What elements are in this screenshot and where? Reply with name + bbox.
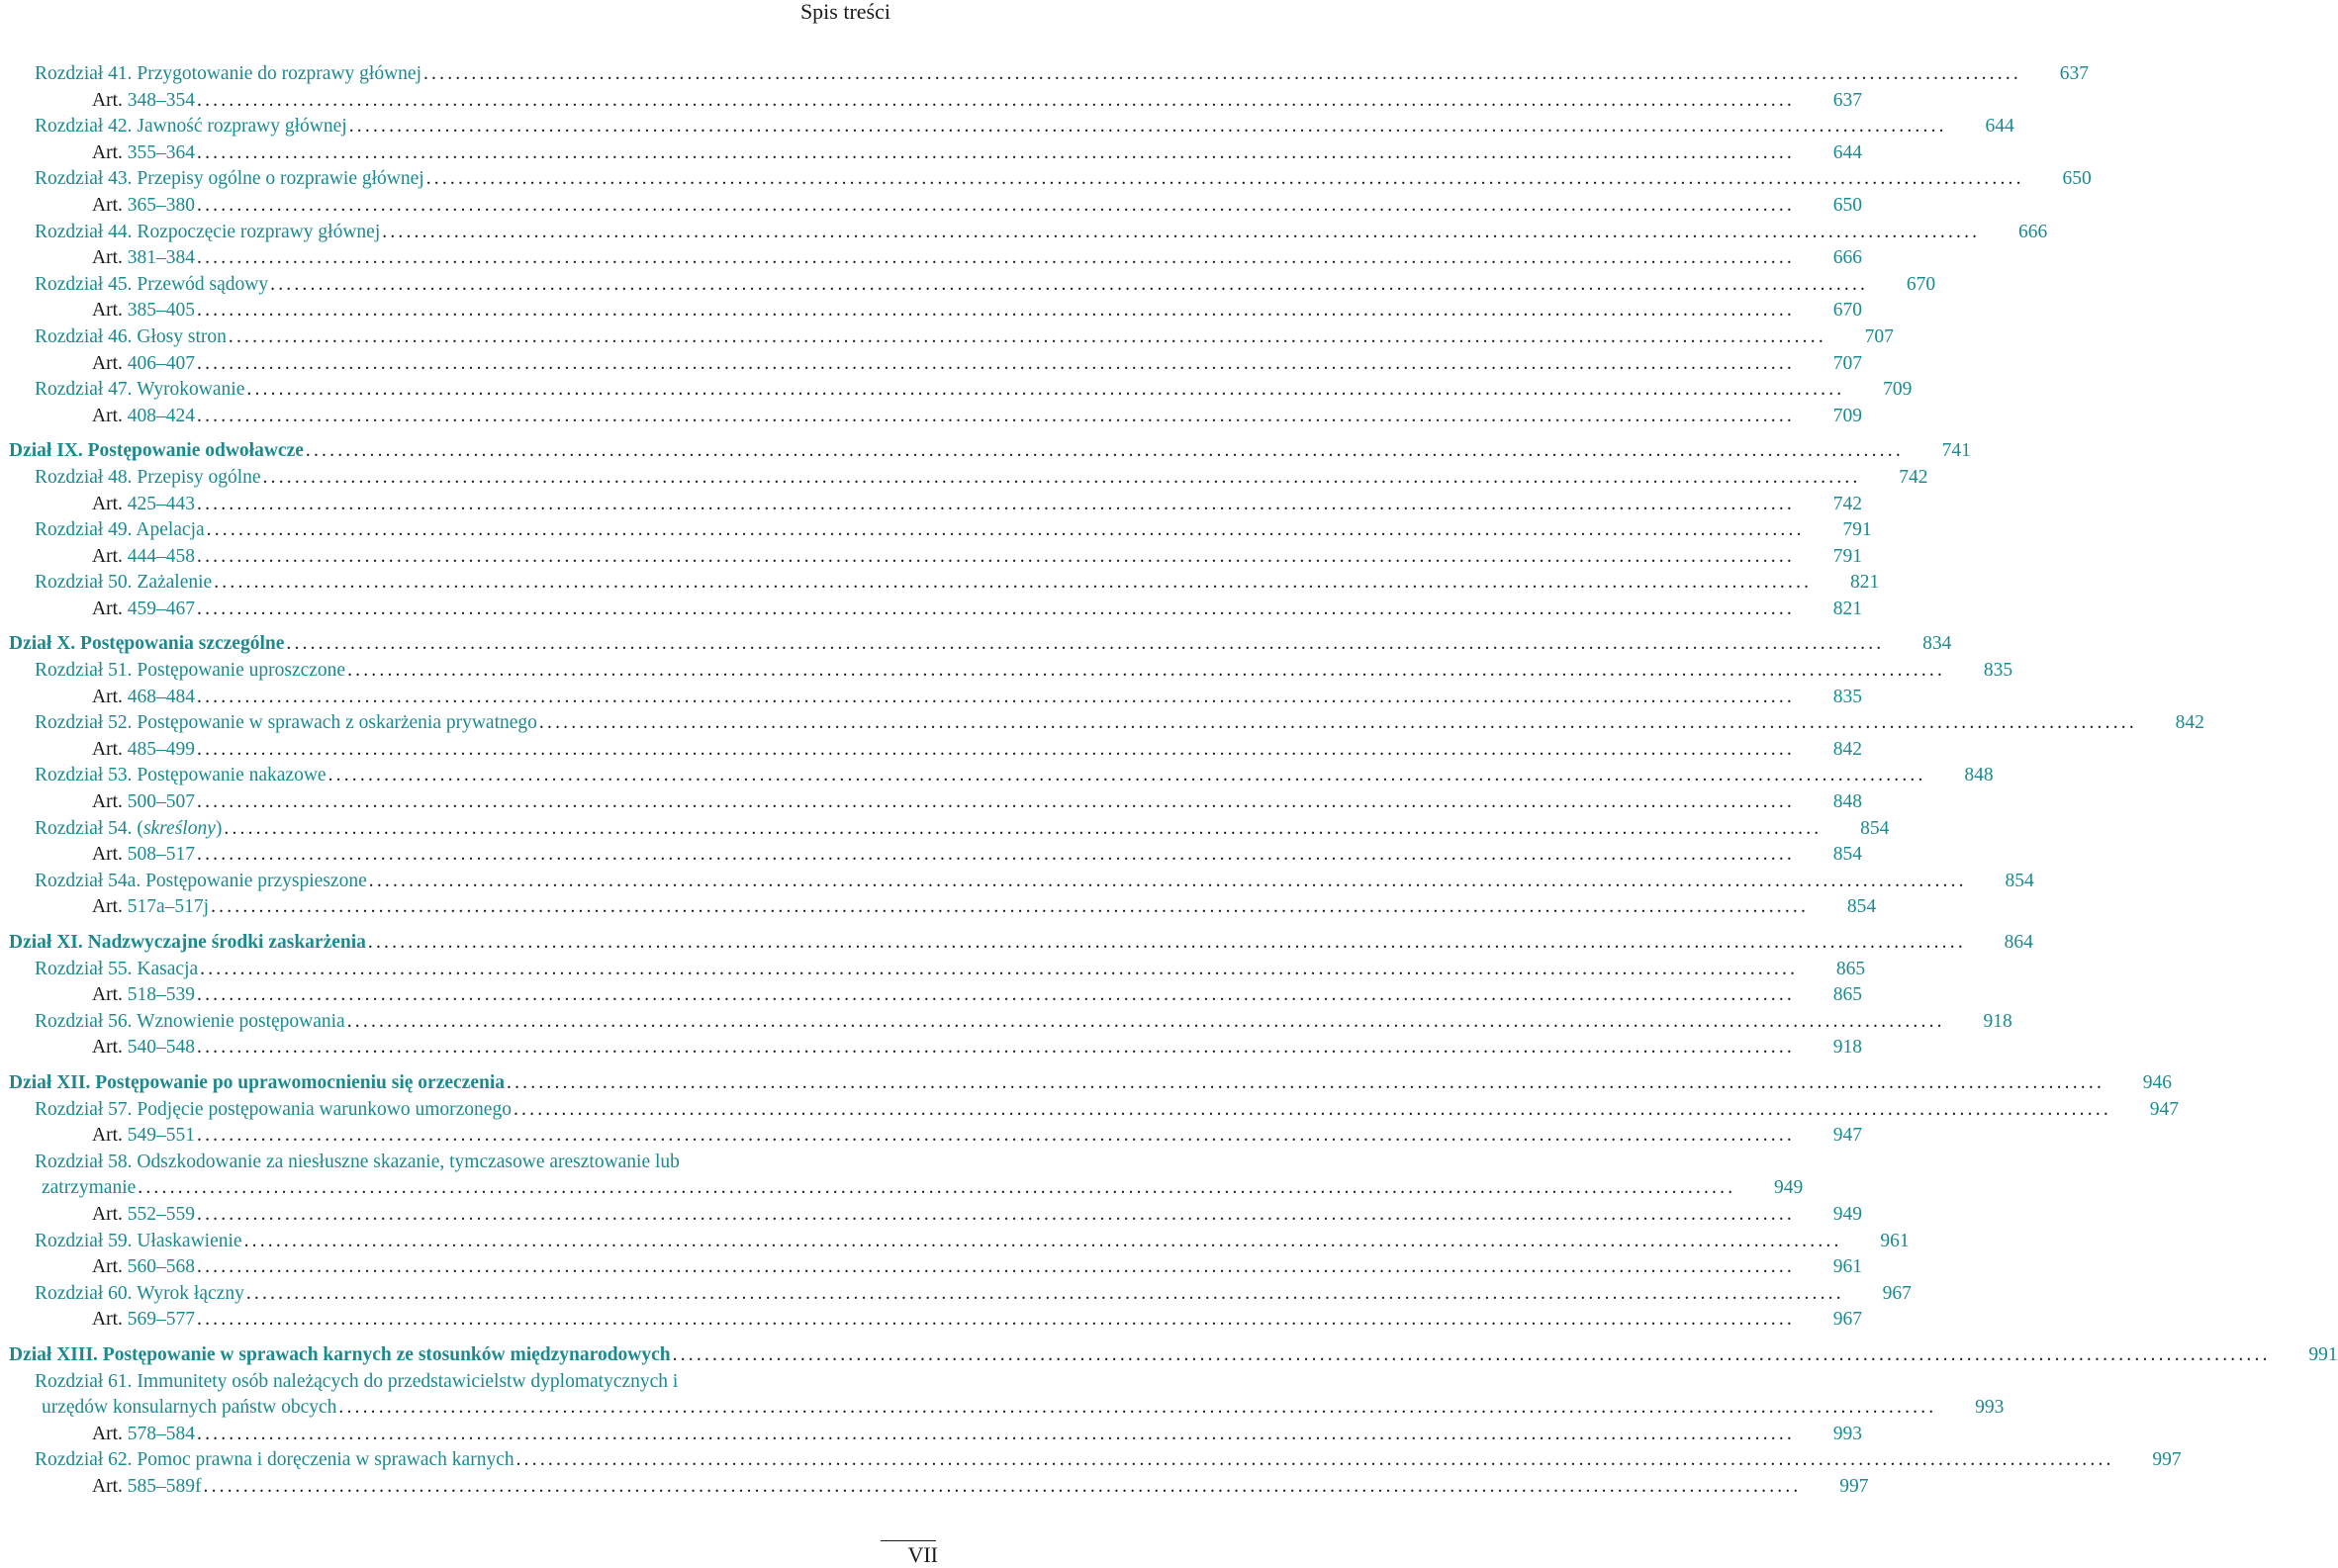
toc-article-prefix: Art.: [92, 300, 128, 322]
dot-leader: ........................................................................................................................................................................................................: [197, 545, 1795, 567]
toc-page-number: 707: [1864, 325, 1894, 347]
toc-article-range: 569–577: [127, 1309, 195, 1331]
toc-page-number: 993: [1975, 1397, 2005, 1419]
toc-entry-title: Rozdział 50. Zażalenie: [35, 572, 213, 594]
toc-entry-art[interactable]: [0, 544, 1862, 571]
toc-article-prefix: Art.: [92, 141, 128, 163]
toc-article-range: 540–548: [127, 1037, 195, 1059]
toc-page-number: 742: [1899, 466, 1928, 488]
toc-entry-art[interactable]: [0, 982, 1862, 1009]
toc-entry-art[interactable]: [0, 245, 1862, 272]
toc-article-label: [92, 737, 195, 764]
toc-entry-rozdzial[interactable]: [0, 517, 1872, 544]
toc-entry-rozdzial[interactable]: [0, 658, 2013, 685]
dot-leader: ........................................................................................................................................................................................................: [507, 1071, 2105, 1093]
page-header-title: Spis treści: [799, 0, 890, 24]
toc-article-prefix: Art.: [92, 545, 128, 567]
dot-leader: ........................................................................................................................................................................................................: [224, 817, 1823, 839]
toc-page-number: 707: [1832, 352, 1862, 374]
dot-leader: ........................................................................................................................................................................................................: [197, 1423, 1795, 1444]
dot-leader: ........................................................................................................................................................................................................: [327, 765, 1926, 786]
toc-entry-rozdzial[interactable]: [0, 377, 1913, 404]
toc-article-label: [92, 1254, 195, 1281]
toc-entry-title: Rozdział 45. Przewód sądowy: [35, 273, 269, 295]
dot-leader: ........................................................................................................................................................................................................: [246, 379, 1845, 401]
toc-article-label: [92, 298, 195, 324]
toc-page-number: 644: [1832, 141, 1862, 163]
dot-leader: ........................................................................................................................................................................................................: [245, 1282, 1844, 1304]
toc-page-number: 993: [1832, 1423, 1862, 1444]
dot-leader: ........................................................................................................................................................................................................: [197, 493, 1795, 514]
toc-page-number: 947: [1832, 1125, 1862, 1147]
dot-leader: ........................................................................................................................................................................................................: [538, 712, 2137, 734]
dot-leader: ........................................................................................................................................................................................................: [513, 1098, 2111, 1120]
toc-page-number: 967: [1832, 1309, 1862, 1331]
toc-page-number: 997: [1839, 1475, 1869, 1497]
toc-page-number: 834: [1922, 633, 1952, 655]
dot-leader: ........................................................................................................................................................................................................: [347, 660, 1946, 682]
toc-article-range: 425–443: [127, 493, 195, 514]
toc-entry-art[interactable]: [0, 1474, 1869, 1501]
toc-entry-rozdzial[interactable]: [0, 61, 2089, 88]
toc-page-number: 666: [2018, 221, 2048, 242]
toc-article-label: [92, 404, 195, 430]
toc-entry-cont[interactable]: [0, 1175, 1804, 1202]
toc-page-number: 949: [1774, 1177, 1804, 1199]
toc-entry-art[interactable]: [0, 597, 1862, 623]
toc-entry-title: Rozdział 54. (skreślony): [35, 817, 223, 839]
toc-entry-dzial[interactable]: [0, 1342, 2338, 1369]
toc-article-label: [92, 245, 195, 272]
toc-entry-title: Rozdział 47. Wyrokowanie: [35, 379, 245, 401]
toc-page-number: 821: [1832, 598, 1862, 619]
toc-entry-rozdzial[interactable]: [0, 114, 2014, 140]
toc-entry-title: Dział XIII. Postępowanie w sprawach karnych ze stosunków międzynarodowych: [9, 1343, 671, 1365]
toc-page-number: 644: [1985, 116, 2014, 138]
toc-entry-title: Rozdział 56. Wznowienie postępowania: [35, 1010, 345, 1032]
toc-page-number: 854: [1832, 844, 1862, 866]
toc-entry-art[interactable]: [0, 685, 1862, 711]
toc-article-range: 578–584: [127, 1423, 195, 1444]
toc-page-number: 709: [1883, 379, 1913, 401]
dot-leader: ........................................................................................................................................................................................................: [197, 844, 1795, 866]
toc-entry-rozdzial[interactable]: [0, 570, 1880, 597]
toc-page-number: 742: [1832, 493, 1862, 514]
dot-leader: ........................................................................................................................................................................................................: [270, 273, 1869, 295]
toc-entry-title: Rozdział 46. Głosy stron: [35, 325, 227, 347]
dot-leader: ........................................................................................................................................................................................................: [422, 63, 2021, 84]
toc-article-range: 508–517: [127, 844, 195, 866]
toc-article-range: 406–407: [127, 352, 195, 374]
toc-article-label: [92, 492, 195, 518]
toc-article-prefix: Art.: [92, 405, 128, 426]
toc-page-number: 848: [1832, 791, 1862, 813]
toc-entry-dzial[interactable]: [0, 631, 1952, 658]
toc-entry-rozdzial[interactable]: [0, 763, 1994, 789]
toc-entry-title: Rozdział 57. Podjęcie postępowania warunkowo umorzonego: [35, 1098, 512, 1120]
toc-entry-rozdzial[interactable]: [0, 166, 2092, 193]
dot-leader: ........................................................................................................................................................................................................: [197, 1203, 1795, 1225]
toc-entry-dzial[interactable]: [0, 1070, 2173, 1097]
toc-page-number: 670: [1832, 300, 1862, 322]
dot-leader: ........................................................................................................................................................................................................: [197, 791, 1795, 813]
toc-entry-art[interactable]: [0, 1422, 1862, 1448]
dot-leader: ........................................................................................................................................................................................................: [211, 896, 1810, 918]
toc-page-number: 637: [1832, 89, 1862, 111]
dot-leader: ........................................................................................................................................................................................................: [197, 984, 1795, 1006]
toc-article-prefix: Art.: [92, 493, 128, 514]
toc-entry-title: Rozdział 42. Jawność rozprawy głównej: [35, 116, 347, 138]
toc-page-number: 791: [1842, 519, 1872, 541]
dot-leader: ........................................................................................................................................................................................................: [197, 194, 1795, 216]
toc-page-number: 854: [1846, 896, 1877, 918]
toc-entry-title: Rozdział 59. Ułaskawienie: [35, 1230, 242, 1251]
toc-entry-title: Dział XI. Nadzwyczajne środki zaskarżenia: [9, 932, 366, 953]
toc-entry-wrap[interactable]: [0, 1150, 950, 1176]
italic-note: skreślony: [142, 817, 216, 839]
toc-page-number: 842: [2175, 712, 2204, 734]
dot-leader: ........................................................................................................................................................................................................: [197, 89, 1795, 111]
toc-article-label: [92, 1202, 195, 1229]
toc-entry-art[interactable]: [0, 1123, 1862, 1150]
toc-entry-art[interactable]: [0, 1254, 1862, 1281]
toc-page-number: 854: [1860, 817, 1890, 839]
toc-entry-title: Rozdział 51. Postępowanie uproszczone: [35, 660, 346, 682]
toc-page-number: 741: [1941, 440, 1971, 462]
toc-entry-title: urzędów konsularnych państw obcych: [42, 1397, 337, 1419]
toc-entry-art[interactable]: [0, 894, 1877, 921]
dot-leader: ........................................................................................................................................................................................................: [228, 325, 1826, 347]
toc-entry-rozdzial[interactable]: [0, 869, 2034, 895]
toc-entry-title: Rozdział 52. Postępowanie w sprawach z oskarżenia prywatnego: [35, 712, 537, 734]
toc-entry-title: Rozdział 53. Postępowanie nakazowe: [35, 765, 327, 786]
page-number: VII: [907, 1542, 938, 1567]
dot-leader: ........................................................................................................................................................................................................: [197, 405, 1795, 426]
toc-entry-art[interactable]: [0, 842, 1862, 869]
toc-article-label: [92, 351, 195, 378]
toc-article-label: [92, 982, 195, 1009]
toc-entry-cont[interactable]: [0, 1395, 2005, 1422]
toc-article-label: [92, 140, 195, 167]
dot-leader: ........................................................................................................................................................................................................: [197, 598, 1795, 619]
toc-entry-title: Rozdział 44. Rozpoczęcie rozprawy głównej: [35, 221, 381, 242]
toc-article-label: [92, 597, 195, 623]
toc-page-number: 918: [1983, 1010, 2012, 1032]
toc-page-number: 835: [1983, 660, 2013, 682]
toc-article-range: 365–380: [127, 194, 195, 216]
toc-entry-rozdzial[interactable]: [0, 710, 2204, 737]
toc-entry-title: Rozdział 62. Pomoc prawna i doręczenia w sprawach karnych: [35, 1449, 514, 1471]
toc-entry-title: Dział X. Postępowania szczególne: [9, 633, 285, 655]
dot-leader: ........................................................................................................................................................................................................: [203, 1475, 1802, 1497]
toc-entry-art[interactable]: [0, 789, 1862, 816]
toc-entry-title: Rozdział 61. Immunitety osób należących do przedstawicielstw dyplomatycznych i: [35, 1370, 679, 1392]
toc-entry-art[interactable]: [0, 1307, 1862, 1334]
dot-leader: ........................................................................................................................................................................................................: [197, 1037, 1795, 1059]
dot-leader: ........................................................................................................................................................................................................: [348, 116, 1947, 138]
dot-leader: ........................................................................................................................................................................................................: [197, 1309, 1795, 1331]
toc-article-prefix: Art.: [92, 1125, 128, 1147]
toc-article-range: 355–364: [127, 141, 195, 163]
toc-article-range: 485–499: [127, 738, 195, 760]
toc-entry-title: Rozdział 48. Przepisy ogólne: [35, 466, 261, 488]
toc-article-prefix: Art.: [92, 791, 128, 813]
toc-entry-art[interactable]: [0, 351, 1862, 378]
toc-entry-rozdzial[interactable]: [0, 816, 1890, 843]
toc-page-number: 791: [1832, 545, 1862, 567]
dot-leader: ........................................................................................................................................................................................................: [197, 738, 1795, 760]
toc-entry-title: Dział IX. Postępowanie odwoławcze: [9, 440, 304, 462]
toc-article-range: 500–507: [127, 791, 195, 813]
toc-entry-rozdzial[interactable]: [0, 957, 1866, 983]
toc-entry-dzial[interactable]: [0, 930, 2033, 957]
toc-article-range: 468–484: [127, 686, 195, 707]
toc-entry-rozdzial[interactable]: [0, 465, 1928, 492]
toc-page-number: 637: [2059, 63, 2089, 84]
toc-entry-art[interactable]: [0, 1035, 1862, 1061]
toc-entry-art[interactable]: [0, 298, 1862, 324]
dot-leader: ........................................................................................................................................................................................................: [346, 1010, 1945, 1032]
toc-article-range: 381–384: [127, 247, 195, 269]
toc-article-label: [92, 894, 209, 921]
dot-leader: ........................................................................................................................................................................................................: [197, 686, 1795, 707]
toc-entry-wrap[interactable]: [0, 1369, 950, 1396]
table-of-contents: [0, 61, 2338, 1500]
toc-article-range: 517a–517j: [127, 896, 210, 918]
toc-page-number: 946: [2142, 1071, 2173, 1093]
toc-article-label: [92, 1123, 195, 1150]
toc-entry-rozdzial[interactable]: [0, 1097, 2179, 1124]
toc-entry-rozdzial[interactable]: [0, 1229, 1910, 1255]
toc-article-prefix: Art.: [92, 194, 128, 216]
toc-article-prefix: Art.: [92, 1203, 128, 1225]
toc-article-label: [92, 789, 195, 816]
toc-article-label: [92, 1422, 195, 1448]
toc-page-number: 961: [1880, 1230, 1910, 1251]
dot-leader: ........................................................................................................................................................................................................: [515, 1449, 2114, 1471]
toc-article-prefix: Art.: [92, 844, 128, 866]
dot-leader: ........................................................................................................................................................................................................: [382, 221, 1981, 242]
toc-entry-art[interactable]: [0, 193, 1862, 220]
toc-article-range: 552–559: [127, 1203, 195, 1225]
toc-entry-title: Rozdział 54a. Postępowanie przyspieszone: [35, 870, 367, 891]
dot-leader: ........................................................................................................................................................................................................: [197, 141, 1795, 163]
toc-article-range: 459–467: [127, 598, 195, 619]
toc-article-prefix: Art.: [92, 598, 128, 619]
toc-article-label: [92, 1307, 195, 1334]
toc-entry-art[interactable]: [0, 737, 1862, 764]
toc-page-number: 709: [1832, 405, 1862, 426]
toc-entry-rozdzial[interactable]: [0, 220, 2048, 246]
toc-page-number: 991: [2308, 1343, 2338, 1365]
toc-article-range: 518–539: [127, 984, 195, 1006]
toc-entry-rozdzial[interactable]: [0, 1009, 2012, 1036]
dot-leader: ........................................................................................................................................................................................................: [338, 1397, 1937, 1419]
toc-article-label: [92, 685, 195, 711]
toc-page-number: 821: [1849, 572, 1880, 594]
toc-entry-rozdzial[interactable]: [0, 1447, 2182, 1474]
toc-article-prefix: Art.: [92, 686, 128, 707]
toc-entry-art[interactable]: [0, 1202, 1862, 1229]
toc-article-prefix: Art.: [92, 1309, 128, 1331]
toc-article-prefix: Art.: [92, 896, 128, 918]
toc-page-number: 865: [1832, 984, 1862, 1006]
toc-entry-art[interactable]: [0, 88, 1862, 115]
toc-article-prefix: Art.: [92, 247, 128, 269]
dot-leader: ........................................................................................................................................................................................................: [197, 300, 1795, 322]
dot-leader: ........................................................................................................................................................................................................: [197, 247, 1795, 269]
toc-entry-title: Rozdział 41. Przygotowanie do rozprawy głównej: [35, 63, 421, 84]
folio-rule: [881, 1540, 936, 1541]
toc-page-number: 650: [1832, 194, 1862, 216]
toc-page-number: 997: [2152, 1449, 2182, 1471]
toc-article-prefix: Art.: [92, 738, 128, 760]
toc-page-number: 842: [1832, 738, 1862, 760]
toc-page-number: 918: [1832, 1037, 1862, 1059]
dot-leader: ........................................................................................................................................................................................................: [200, 958, 1799, 979]
toc-entry-dzial[interactable]: [0, 438, 1971, 465]
toc-article-prefix: Art.: [92, 352, 128, 374]
toc-article-label: [92, 544, 195, 571]
toc-page-number: 650: [2062, 168, 2092, 190]
toc-article-prefix: Art.: [92, 984, 128, 1006]
dot-leader: ........................................................................................................................................................................................................: [243, 1230, 1842, 1251]
dot-leader: ........................................................................................................................................................................................................: [197, 1256, 1795, 1278]
toc-entry-title: Rozdział 55. Kasacja: [35, 958, 199, 979]
toc-entry-art[interactable]: [0, 492, 1862, 518]
toc-article-prefix: Art.: [92, 89, 128, 111]
toc-entry-rozdzial[interactable]: [0, 1281, 1912, 1308]
toc-entry-title: Rozdział 60. Wyrok łączny: [35, 1282, 244, 1304]
toc-article-range: 348–354: [127, 89, 195, 111]
toc-entry-rozdzial[interactable]: [0, 272, 1936, 299]
toc-page-number: 670: [1906, 273, 1936, 295]
toc-page-number: 865: [1835, 958, 1866, 979]
toc-article-range: 408–424: [127, 405, 195, 426]
toc-article-label: [92, 1035, 195, 1061]
toc-article-prefix: Art.: [92, 1475, 128, 1497]
dot-leader: ........................................................................................................................................................................................................: [214, 572, 1813, 594]
toc-page-number: 947: [2149, 1098, 2179, 1120]
dot-leader: ........................................................................................................................................................................................................: [197, 1125, 1795, 1147]
toc-page-number: 961: [1832, 1256, 1862, 1278]
toc-article-label: [92, 1474, 202, 1501]
toc-entry-title: Rozdział 49. Apelacja: [35, 519, 205, 541]
toc-article-label: [92, 193, 195, 220]
dot-leader: ........................................................................................................................................................................................................: [305, 440, 1904, 462]
toc-entry-title: Rozdział 43. Przepisy ogólne o rozprawie głównej: [35, 168, 424, 190]
toc-article-label: [92, 88, 195, 115]
toc-article-range: 549–551: [127, 1125, 195, 1147]
toc-article-range: 444–458: [127, 545, 195, 567]
toc-article-prefix: Art.: [92, 1256, 128, 1278]
toc-article-range: 585–589f: [127, 1475, 202, 1497]
toc-article-range: 385–405: [127, 300, 195, 322]
dot-leader: ........................................................................................................................................................................................................: [368, 870, 1967, 891]
toc-page-number: 666: [1832, 247, 1862, 269]
dot-leader: ........................................................................................................................................................................................................: [672, 1343, 2271, 1365]
toc-entry-title: Rozdział 58. Odszkodowanie za niesłuszne skazanie, tymczasowe aresztowanie lub: [35, 1151, 680, 1172]
toc-page-number: 967: [1882, 1282, 1912, 1304]
toc-page-number: 835: [1832, 686, 1862, 707]
toc-article-prefix: Art.: [92, 1037, 128, 1059]
toc-entry-title: zatrzymanie: [42, 1177, 137, 1199]
dot-leader: ........................................................................................................................................................................................................: [286, 633, 1885, 655]
toc-article-prefix: Art.: [92, 1423, 128, 1444]
dot-leader: ........................................................................................................................................................................................................: [262, 466, 1861, 488]
toc-page-number: 854: [2005, 870, 2034, 891]
toc-page-number: 848: [1964, 765, 1994, 786]
toc-entry-art[interactable]: [0, 404, 1862, 430]
toc-page-number: 949: [1832, 1203, 1862, 1225]
dot-leader: ........................................................................................................................................................................................................: [206, 519, 1805, 541]
dot-leader: ........................................................................................................................................................................................................: [425, 168, 2024, 190]
toc-page-number: 864: [2004, 932, 2033, 953]
toc-article-label: [92, 842, 195, 869]
toc-article-range: 560–568: [127, 1256, 195, 1278]
toc-entry-title: Dział XII. Postępowanie po uprawomocnieniu się orzeczenia: [9, 1071, 506, 1093]
dot-leader: ........................................................................................................................................................................................................: [138, 1177, 1736, 1199]
toc-entry-rozdzial[interactable]: [0, 324, 1894, 351]
dot-leader: ........................................................................................................................................................................................................: [367, 932, 1966, 953]
toc-entry-art[interactable]: [0, 140, 1862, 167]
dot-leader: ........................................................................................................................................................................................................: [197, 352, 1795, 374]
